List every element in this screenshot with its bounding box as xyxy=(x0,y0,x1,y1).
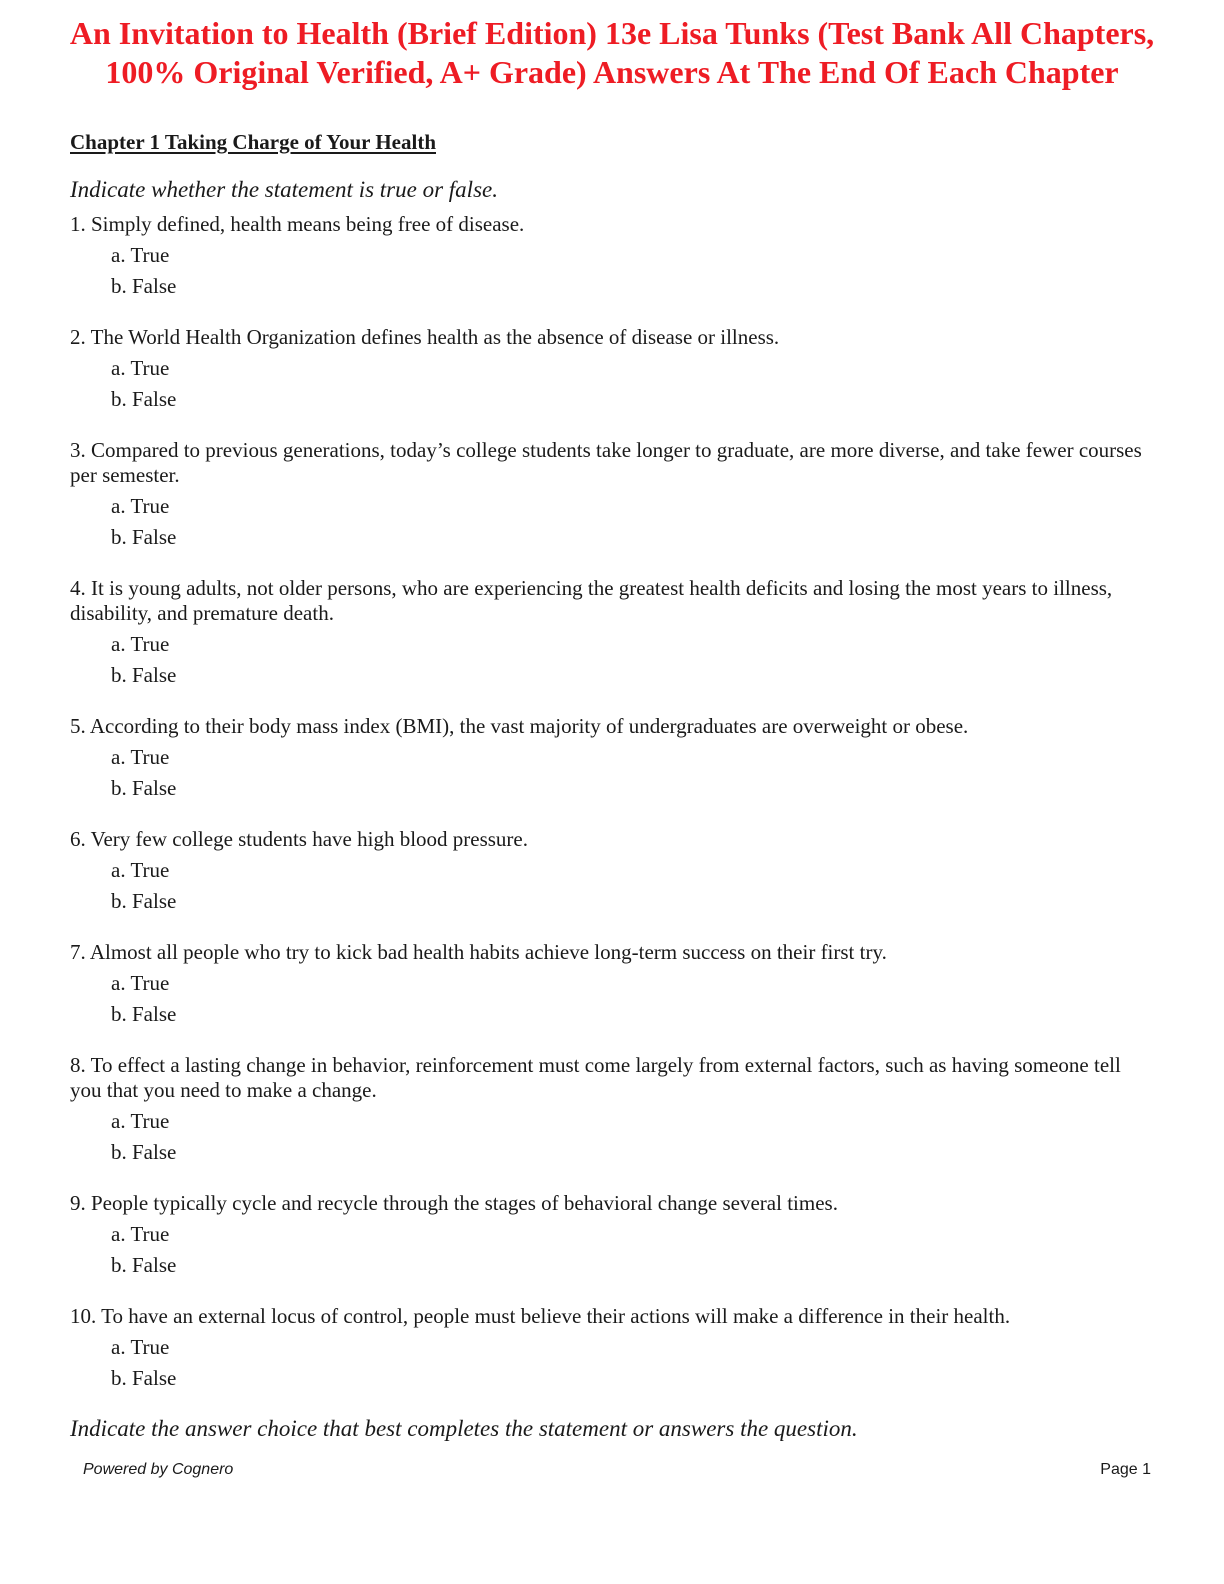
question-5 xyxy=(70,714,1150,801)
option-false: b. False xyxy=(111,776,177,800)
multiple-choice-instruction: Indicate the answer choice that best completes the statement or answers the question. xyxy=(70,1416,858,1441)
option-false: b. False xyxy=(111,274,177,298)
option-true: a. True xyxy=(111,494,170,518)
option-false: b. False xyxy=(111,889,177,913)
question-text: 3. Compared to previous generations, today’s college students take longer to graduate, are more diverse, and take fewer courses per semester. xyxy=(70,438,1142,487)
option-true: a. True xyxy=(111,243,170,267)
option-true: a. True xyxy=(111,858,170,882)
option-false: b. False xyxy=(111,1002,177,1026)
question-8 xyxy=(70,1053,1150,1165)
option-true: a. True xyxy=(111,745,170,769)
page-number: Page 1 xyxy=(1100,1461,1151,1478)
question-6 xyxy=(70,827,1150,914)
question-list xyxy=(70,212,1150,1417)
question-10 xyxy=(70,1304,1150,1391)
chapter-heading: Chapter 1 Taking Charge of Your Health xyxy=(70,130,436,154)
question-2 xyxy=(70,325,1150,412)
question-text: 5. According to their body mass index (BMI), the vast majority of undergraduates are overweight or obese. xyxy=(70,714,969,738)
option-false: b. False xyxy=(111,663,177,687)
option-true: a. True xyxy=(111,1222,170,1246)
option-false: b. False xyxy=(111,1140,177,1164)
question-7 xyxy=(70,940,1150,1027)
question-3 xyxy=(70,438,1150,550)
option-false: b. False xyxy=(111,1366,177,1390)
question-text: 9. People typically cycle and recycle through the stages of behavioral change several times. xyxy=(70,1191,838,1215)
question-text: 8. To effect a lasting change in behavior, reinforcement must come largely from external factors, such as having someone tell you that you need to make a change. xyxy=(70,1053,1121,1102)
option-true: a. True xyxy=(111,1109,170,1133)
document-title: An Invitation to Health (Brief Edition) 13e Lisa Tunks (Test Bank All Chapters, 100% Original Verified, A+ Grade) Answers At The End Of Each Chapter xyxy=(69,15,1155,90)
question-9 xyxy=(70,1191,1150,1278)
option-true: a. True xyxy=(111,971,170,995)
question-text: 1. Simply defined, health means being free of disease. xyxy=(70,212,525,236)
question-1 xyxy=(70,212,1150,299)
option-false: b. False xyxy=(111,387,177,411)
question-text: 7. Almost all people who try to kick bad health habits achieve long-term success on their first try. xyxy=(70,940,887,964)
option-false: b. False xyxy=(111,1253,177,1277)
question-text: 4. It is young adults, not older persons, who are experiencing the greatest health deficits and losing the most years to illness, disability, and premature death. xyxy=(70,576,1113,625)
true-false-instruction: Indicate whether the statement is true or false. xyxy=(70,177,498,202)
question-4 xyxy=(70,576,1150,688)
question-text: 2. The World Health Organization defines health as the absence of disease or illness. xyxy=(70,325,780,349)
option-true: a. True xyxy=(111,356,170,380)
question-text: 10. To have an external locus of control, people must believe their actions will make a difference in their health. xyxy=(70,1304,1011,1328)
powered-by-footer: Powered by Cognero xyxy=(83,1461,234,1478)
question-text: 6. Very few college students have high blood pressure. xyxy=(70,827,529,851)
option-true: a. True xyxy=(111,1335,170,1359)
option-true: a. True xyxy=(111,632,170,656)
option-false: b. False xyxy=(111,525,177,549)
